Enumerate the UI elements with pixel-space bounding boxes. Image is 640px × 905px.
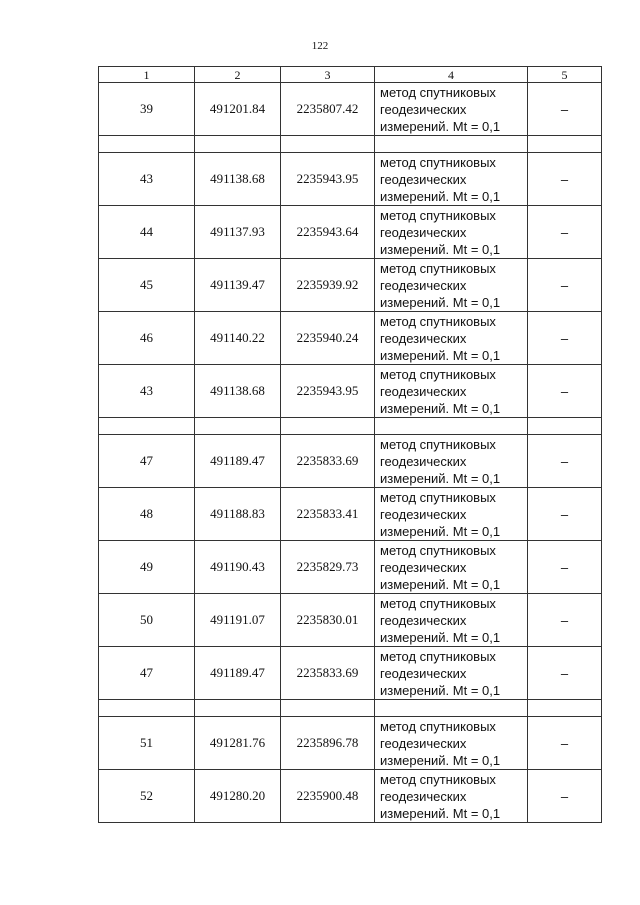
table-row (99, 153, 602, 206)
point-number-cell: 49 (99, 541, 195, 594)
note-cell: – (528, 312, 602, 365)
method-cell: метод спутниковых геодезических измерений. Mt = 0,1 (375, 83, 528, 136)
point-number-cell: 47 (99, 435, 195, 488)
y-coordinate-cell: 2235830.01 (281, 594, 375, 647)
point-number-cell: 50 (99, 594, 195, 647)
y-coordinate-cell: 2235833.69 (281, 647, 375, 700)
empty-cell (375, 418, 528, 435)
method-cell: метод спутниковых геодезических измерений. Mt = 0,1 (375, 312, 528, 365)
note-cell: – (528, 435, 602, 488)
y-coordinate-cell: 2235896.78 (281, 717, 375, 770)
note-cell: – (528, 717, 602, 770)
x-coordinate-cell: 491138.68 (195, 153, 281, 206)
note-cell: – (528, 594, 602, 647)
y-coordinate-cell: 2235829.73 (281, 541, 375, 594)
point-number-cell: 48 (99, 488, 195, 541)
point-number-cell: 52 (99, 770, 195, 823)
table-row (99, 647, 602, 700)
separator-row (99, 700, 602, 717)
method-cell: метод спутниковых геодезических измерений. Mt = 0,1 (375, 206, 528, 259)
table-row (99, 594, 602, 647)
y-coordinate-cell: 2235943.64 (281, 206, 375, 259)
note-cell: – (528, 770, 602, 823)
empty-cell (195, 700, 281, 717)
x-coordinate-cell: 491191.07 (195, 594, 281, 647)
table-header-row (99, 67, 602, 83)
method-cell: метод спутниковых геодезических измерений. Mt = 0,1 (375, 717, 528, 770)
table-row (99, 488, 602, 541)
header-cell-1: 1 (99, 67, 195, 83)
empty-cell (195, 136, 281, 153)
x-coordinate-cell: 491138.68 (195, 365, 281, 418)
note-cell: – (528, 153, 602, 206)
header-cell-4: 4 (375, 67, 528, 83)
empty-cell (281, 136, 375, 153)
table-row (99, 541, 602, 594)
method-cell: метод спутниковых геодезических измерений. Mt = 0,1 (375, 541, 528, 594)
y-coordinate-cell: 2235900.48 (281, 770, 375, 823)
header-cell-3: 3 (281, 67, 375, 83)
method-cell: метод спутниковых геодезических измерений. Mt = 0,1 (375, 435, 528, 488)
method-cell: метод спутниковых геодезических измерений. Mt = 0,1 (375, 594, 528, 647)
empty-cell (99, 136, 195, 153)
method-cell: метод спутниковых геодезических измерений. Mt = 0,1 (375, 488, 528, 541)
separator-row (99, 418, 602, 435)
y-coordinate-cell: 2235833.69 (281, 435, 375, 488)
note-cell: – (528, 365, 602, 418)
note-cell: – (528, 83, 602, 136)
point-number-cell: 43 (99, 153, 195, 206)
empty-cell (375, 136, 528, 153)
x-coordinate-cell: 491190.43 (195, 541, 281, 594)
method-cell: метод спутниковых геодезических измерений. Mt = 0,1 (375, 365, 528, 418)
x-coordinate-cell: 491140.22 (195, 312, 281, 365)
x-coordinate-cell: 491137.93 (195, 206, 281, 259)
x-coordinate-cell: 491201.84 (195, 83, 281, 136)
method-cell: метод спутниковых геодезических измерений. Mt = 0,1 (375, 153, 528, 206)
point-number-cell: 45 (99, 259, 195, 312)
y-coordinate-cell: 2235943.95 (281, 153, 375, 206)
y-coordinate-cell: 2235940.24 (281, 312, 375, 365)
table-row (99, 770, 602, 823)
table-row (99, 83, 602, 136)
y-coordinate-cell: 2235939.92 (281, 259, 375, 312)
empty-cell (99, 700, 195, 717)
note-cell: – (528, 647, 602, 700)
note-cell: – (528, 488, 602, 541)
method-cell: метод спутниковых геодезических измерений. Mt = 0,1 (375, 770, 528, 823)
empty-cell (528, 700, 602, 717)
empty-cell (281, 700, 375, 717)
note-cell: – (528, 206, 602, 259)
point-number-cell: 46 (99, 312, 195, 365)
table-row (99, 206, 602, 259)
note-cell: – (528, 259, 602, 312)
y-coordinate-cell: 2235833.41 (281, 488, 375, 541)
table-row (99, 312, 602, 365)
table-row (99, 259, 602, 312)
x-coordinate-cell: 491189.47 (195, 647, 281, 700)
y-coordinate-cell: 2235943.95 (281, 365, 375, 418)
empty-cell (281, 418, 375, 435)
x-coordinate-cell: 491139.47 (195, 259, 281, 312)
x-coordinate-cell: 491281.76 (195, 717, 281, 770)
point-number-cell: 39 (99, 83, 195, 136)
method-cell: метод спутниковых геодезических измерений. Mt = 0,1 (375, 647, 528, 700)
separator-row (99, 136, 602, 153)
point-number-cell: 47 (99, 647, 195, 700)
page-number: 122 (311, 40, 329, 52)
point-number-cell: 43 (99, 365, 195, 418)
header-cell-5: 5 (528, 67, 602, 83)
point-number-cell: 51 (99, 717, 195, 770)
x-coordinate-cell: 491189.47 (195, 435, 281, 488)
header-cell-2: 2 (195, 67, 281, 83)
x-coordinate-cell: 491188.83 (195, 488, 281, 541)
point-number-cell: 44 (99, 206, 195, 259)
table-row (99, 717, 602, 770)
empty-cell (528, 418, 602, 435)
method-cell: метод спутниковых геодезических измерений. Mt = 0,1 (375, 259, 528, 312)
y-coordinate-cell: 2235807.42 (281, 83, 375, 136)
empty-cell (375, 700, 528, 717)
empty-cell (195, 418, 281, 435)
table-row (99, 365, 602, 418)
empty-cell (528, 136, 602, 153)
coordinates-table (98, 66, 602, 823)
x-coordinate-cell: 491280.20 (195, 770, 281, 823)
note-cell: – (528, 541, 602, 594)
empty-cell (99, 418, 195, 435)
table-row (99, 435, 602, 488)
